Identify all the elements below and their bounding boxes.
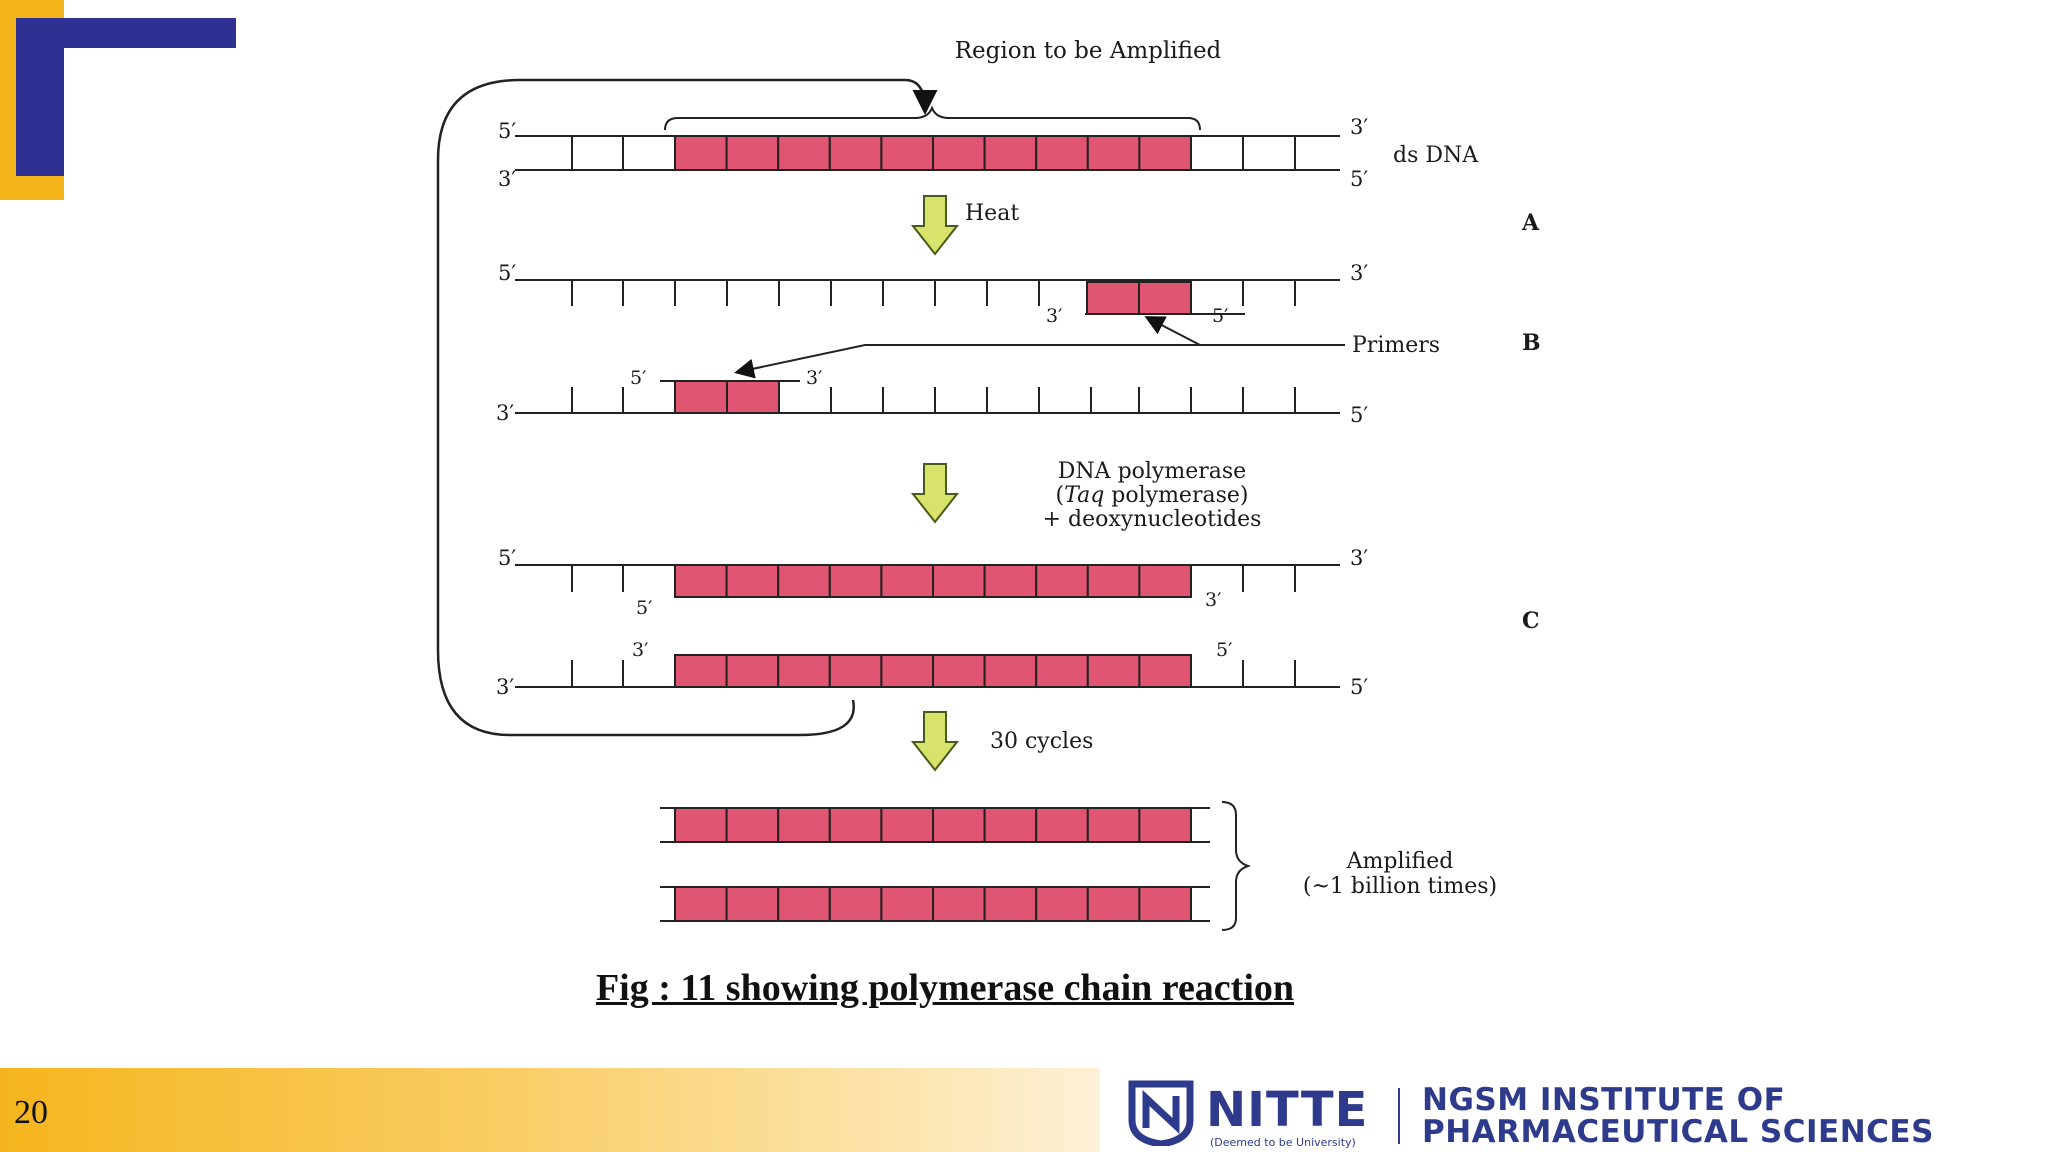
footer-bar: [0, 1068, 1100, 1152]
ds-bottom-5prime: 5′: [1350, 167, 1369, 191]
dna-segment: [933, 655, 985, 687]
dna-segment: [675, 136, 727, 170]
dna-segment: [675, 565, 727, 597]
primer-pointer-top: [1148, 318, 1345, 345]
page-number: 20: [14, 1094, 48, 1131]
dna-segment: [1036, 808, 1088, 842]
b-top-5prime: 5′: [498, 261, 517, 285]
dna-segment: [830, 887, 882, 921]
dna-segment: [727, 655, 779, 687]
dna-segment: [1139, 565, 1191, 597]
dna-segment: [778, 136, 830, 170]
institution-logo: [1126, 1080, 2006, 1150]
primer-bottom-5prime: 5′: [630, 367, 647, 389]
dna-segment: [727, 808, 779, 842]
ds-bottom-3prime: 3′: [498, 167, 517, 191]
dna-segment: [727, 887, 779, 921]
dna-segment: [985, 808, 1037, 842]
dna-segment: [830, 136, 882, 170]
logo-name: NITTE: [1206, 1082, 1369, 1138]
logo-subtitle: (Deemed to be University): [1210, 1136, 1356, 1149]
strand-top-single: [515, 280, 1340, 306]
dna-segment: [881, 565, 933, 597]
dna-segment: [778, 565, 830, 597]
ds-top-3prime: 3′: [1350, 115, 1369, 139]
ds-dna-strands: [515, 136, 1340, 170]
dna-segment: [675, 887, 727, 921]
dna-segment: [881, 887, 933, 921]
dna-segment: [985, 136, 1037, 170]
step-a-label: A: [1522, 210, 1540, 236]
dna-segment: [675, 655, 727, 687]
strand-bottom-single: [515, 387, 1340, 413]
region-title: Region to be Amplified: [954, 38, 1222, 64]
primer-bottom-3prime: 3′: [806, 367, 823, 389]
c-top-5prime: 5′: [498, 546, 517, 570]
dna-segment: [881, 808, 933, 842]
dna-segment: [1088, 136, 1140, 170]
dna-segment: [1139, 136, 1191, 170]
dna-segment: [933, 887, 985, 921]
b-bottom-5prime: 5′: [1350, 403, 1369, 427]
heat-arrow-icon: [913, 196, 957, 254]
dna-segment: [1088, 565, 1140, 597]
c-top-new-3prime: 3′: [1205, 589, 1222, 611]
c-bottom-new-5prime: 5′: [1216, 639, 1233, 661]
dna-segment: [778, 808, 830, 842]
amplified-product-2: [660, 887, 1210, 921]
c-bottom-new-3prime: 3′: [632, 639, 649, 661]
dna-segment: [985, 887, 1037, 921]
logo-divider: [1398, 1088, 1400, 1144]
dna-segment: [1139, 887, 1191, 921]
dna-segment: [1088, 887, 1140, 921]
c-top-new-5prime: 5′: [636, 597, 653, 619]
institute-line-1: NGSM INSTITUTE OF: [1422, 1082, 1786, 1118]
dna-segment: [727, 136, 779, 170]
amplified-brace: [1222, 802, 1248, 930]
dna-segment: [1139, 808, 1191, 842]
heat-label: Heat: [965, 201, 1020, 226]
dna-segment: [830, 655, 882, 687]
dna-segment: [830, 808, 882, 842]
dna-segment: [985, 565, 1037, 597]
b-bottom-3prime: 3′: [496, 401, 515, 425]
region-brace: [665, 108, 1200, 130]
dna-segment: [778, 887, 830, 921]
dna-segment: [1088, 655, 1140, 687]
nitte-shield-icon: [1126, 1080, 1196, 1146]
amplified-label-2: (~1 billion times): [1302, 874, 1498, 899]
cycles-label: 30 cycles: [990, 729, 1094, 754]
cycles-arrow-icon: [913, 712, 957, 770]
primer-top-5prime: 5′: [1212, 305, 1229, 327]
dna-segment: [985, 655, 1037, 687]
dna-segment: [778, 655, 830, 687]
dna-segment: [933, 808, 985, 842]
dna-segment: [881, 136, 933, 170]
ds-dna-label: ds DNA: [1393, 143, 1479, 168]
polymerase-line3: + deoxynucleotides: [1042, 507, 1262, 532]
c-bottom-3prime: 3′: [496, 675, 515, 699]
dna-segment: [1036, 655, 1088, 687]
polymerase-arrow-icon: [913, 464, 957, 522]
c-top-3prime: 3′: [1350, 546, 1369, 570]
polymerase-line2: (Taq polymerase): [1055, 483, 1249, 508]
c-bottom-5prime: 5′: [1350, 675, 1369, 699]
dna-segment: [881, 655, 933, 687]
dna-segment: [933, 565, 985, 597]
polymerase-line1: DNA polymerase: [1057, 459, 1247, 484]
dna-segment: [675, 808, 727, 842]
institute-line-2: PHARMACEUTICAL SCIENCES: [1422, 1114, 1934, 1150]
step-c-label: C: [1522, 608, 1540, 634]
figure-caption: Fig : 11 showing polymerase chain reaction: [595, 967, 1295, 1009]
dna-segment: [830, 565, 882, 597]
dna-segment: [1036, 887, 1088, 921]
dna-segment: [1036, 136, 1088, 170]
primers-label: Primers: [1352, 333, 1441, 358]
dna-segment: [1036, 565, 1088, 597]
dna-segment: [933, 136, 985, 170]
dna-segment: [727, 565, 779, 597]
b-top-3prime: 3′: [1350, 261, 1369, 285]
step-b-label: B: [1522, 330, 1541, 356]
amplified-product-1: [660, 808, 1210, 842]
amplified-label-1: Amplified: [1346, 849, 1454, 874]
dna-segment: [1139, 655, 1191, 687]
ds-top-5prime: 5′: [498, 119, 517, 143]
primer-top-3prime: 3′: [1046, 305, 1063, 327]
dna-segment: [1088, 808, 1140, 842]
